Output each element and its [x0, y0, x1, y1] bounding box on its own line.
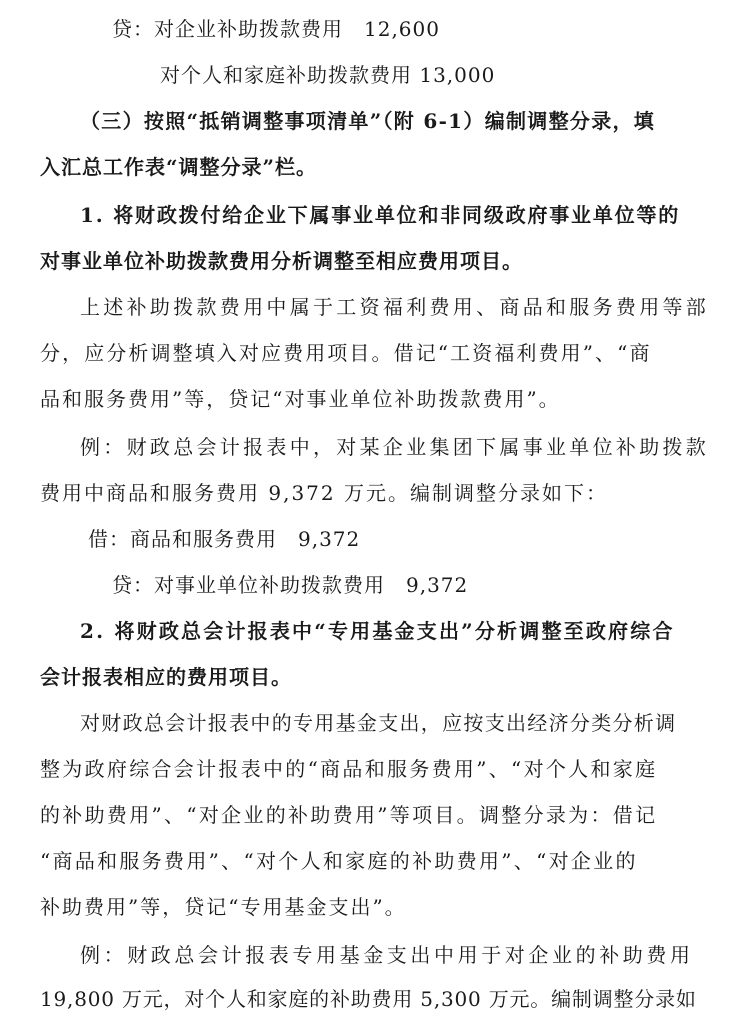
item-2-title-line-2: 会计报表相应的费用项目。: [40, 665, 292, 689]
item-2-body-line: 对财政总会计报表中的专用基金支出，应按支出经济分类分析调: [80, 711, 677, 735]
item-1-example-line: 例：财政总会计报表中，对某企业集团下属事业单位补助拨款: [80, 435, 710, 459]
item-2-example-line: 19,800 万元，对个人和家庭的补助费用 5,300 万元。编制调整分录如: [40, 987, 697, 1011]
item-2-body-line: 整为政府综合会计报表中的“商品和服务费用”、“对个人和家庭: [40, 757, 658, 781]
section-3-heading-line-1: （三）按照“抵销调整事项清单”（附 6-1）编制调整分录，填: [80, 109, 656, 133]
item-2-title-line-1: 2. 将财政总会计报表中“专用基金支出”分析调整至政府综合: [80, 619, 675, 643]
journal-credit-line-2: 对个人和家庭补助拨款费用 13,000: [160, 63, 496, 87]
item-1-example-line: 费用中商品和服务费用 9,372 万元。编制调整分录如下：: [40, 481, 608, 505]
item-2-body-line: 补助费用”等，贷记“专用基金支出”。: [40, 895, 407, 919]
item-2-example-line: 例：财政总会计报表专用基金支出中用于对企业的补助费用: [80, 943, 694, 967]
item-1-body-line: 上述补助拨款费用中属于工资福利费用、商品和服务费用等部: [80, 295, 710, 319]
item-1-body-line: 品和服务费用”等，贷记“对事业单位补助拨款费用”。: [40, 387, 561, 411]
item-1-debit-line: 借：商品和服务费用 9,372: [88, 527, 361, 551]
item-2-body-line: 的补助费用”、“对企业的补助费用”等项目。调整分录为：借记: [40, 803, 658, 827]
item-1-body-line: 分，应分析调整填入对应费用项目。借记“工资福利费用”、“商: [40, 341, 652, 365]
journal-credit-line: 贷：对企业补助拨款费用 12,600: [112, 17, 440, 41]
item-1-title-line-2: 对事业单位补助拨款费用分析调整至相应费用项目。: [40, 249, 523, 273]
section-3-heading-line-2: 入汇总工作表“调整分录”栏。: [40, 155, 318, 179]
item-1-credit-line: 贷：对事业单位补助拨款费用 9,372: [112, 573, 469, 597]
item-2-body-line: “商品和服务费用”、“对个人和家庭的补助费用”、“对企业的: [40, 849, 638, 873]
item-1-title-line-1: 1. 将财政拨付给企业下属事业单位和非同级政府事业单位等的: [80, 203, 681, 227]
